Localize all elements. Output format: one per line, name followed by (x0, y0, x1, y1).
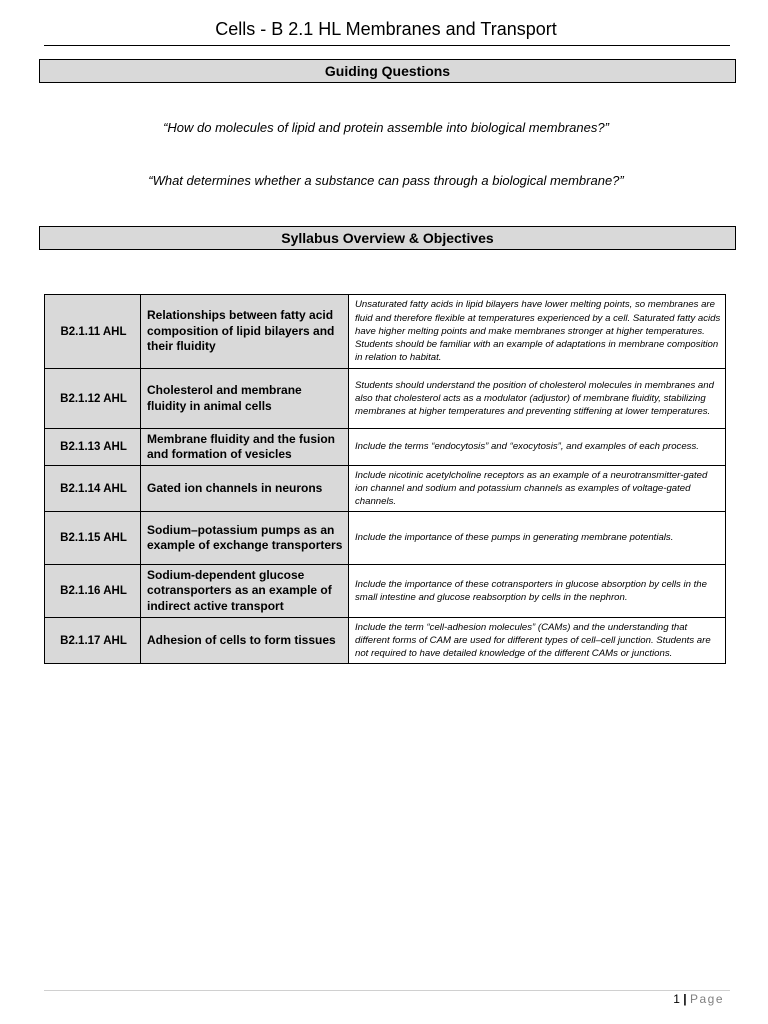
objective-topic: Gated ion channels in neurons (141, 466, 349, 512)
objective-topic: Sodium-dependent glucose cotransporters as an example of indirect active transport (141, 565, 349, 618)
page-footer (673, 991, 724, 1007)
table-row (45, 429, 726, 466)
objective-code: B2.1.17 AHL (45, 618, 141, 664)
table-row (45, 295, 726, 369)
table-row (45, 565, 726, 618)
objective-code: B2.1.12 AHL (45, 369, 141, 429)
objective-topic: Relationships between fatty acid composition of lipid bilayers and their fluidity (141, 295, 349, 369)
syllabus-table (44, 294, 726, 664)
objective-code: B2.1.14 AHL (45, 466, 141, 512)
page-title: Cells - B 2.1 HL Membranes and Transport (215, 19, 557, 39)
table-row (45, 466, 726, 512)
objective-topic: Adhesion of cells to form tissues (141, 618, 349, 664)
footer-divider (44, 990, 730, 991)
guiding-questions-heading: Guiding Questions (39, 59, 736, 83)
page-number: 1 (673, 992, 680, 1006)
objective-description: Unsaturated fatty acids in lipid bilayers have lower melting points, so membranes are fluid and therefore flexible at temperatures experienced by a cell. Saturated fatty acids have higher melting points and make membranes stronger at higher temperatures. Students should be familiar with an example of adaptations in membrane composition in relation to habitat. (349, 295, 726, 369)
objective-topic: Membrane fluidity and the fusion and formation of vesicles (141, 429, 349, 466)
table-row (45, 618, 726, 664)
objective-description: Include the term “cell-adhesion molecules” (CAMs) and the understanding that different forms of CAM are used for different types of cell–cell junction. Students are not required to have detailed knowledge of the different CAMs or junctions. (349, 618, 726, 664)
objective-topic: Cholesterol and membrane fluidity in animal cells (141, 369, 349, 429)
objective-description: Students should understand the position of cholesterol molecules in membranes and also that cholesterol acts as a modulator (adjustor) of membrane fluidity, stabilizing membranes at higher temperatures and preventing stiffening at lower temperatures. (349, 369, 726, 429)
table-row (45, 512, 726, 565)
objective-code: B2.1.13 AHL (45, 429, 141, 466)
title-underline (44, 45, 730, 46)
objective-code: B2.1.16 AHL (45, 565, 141, 618)
objective-code: B2.1.11 AHL (45, 295, 141, 369)
objective-topic: Sodium–potassium pumps as an example of exchange transporters (141, 512, 349, 565)
page-separator: | (683, 992, 687, 1006)
objective-description: Include the importance of these cotransporters in glucose absorption by cells in the small intestine and glucose reabsorption by cells in the nephron. (349, 565, 726, 618)
objective-description: Include the terms “endocytosis” and “exocytosis”, and examples of each process. (349, 429, 726, 466)
page-label: Page (689, 992, 724, 1006)
syllabus-overview-heading: Syllabus Overview & Objectives (39, 226, 736, 250)
guiding-question-1: “How do molecules of lipid and protein assemble into biological membranes?” (163, 120, 609, 135)
objective-code: B2.1.15 AHL (45, 512, 141, 565)
objective-description: Include the importance of these pumps in generating membrane potentials. (349, 512, 726, 565)
table-row (45, 369, 726, 429)
guiding-question-2: “What determines whether a substance can pass through a biological membrane?” (148, 173, 624, 188)
objective-description: Include nicotinic acetylcholine receptors as an example of a neurotransmitter-gated ion channel and sodium and potassium channels as examples of voltage-gated channels. (349, 466, 726, 512)
